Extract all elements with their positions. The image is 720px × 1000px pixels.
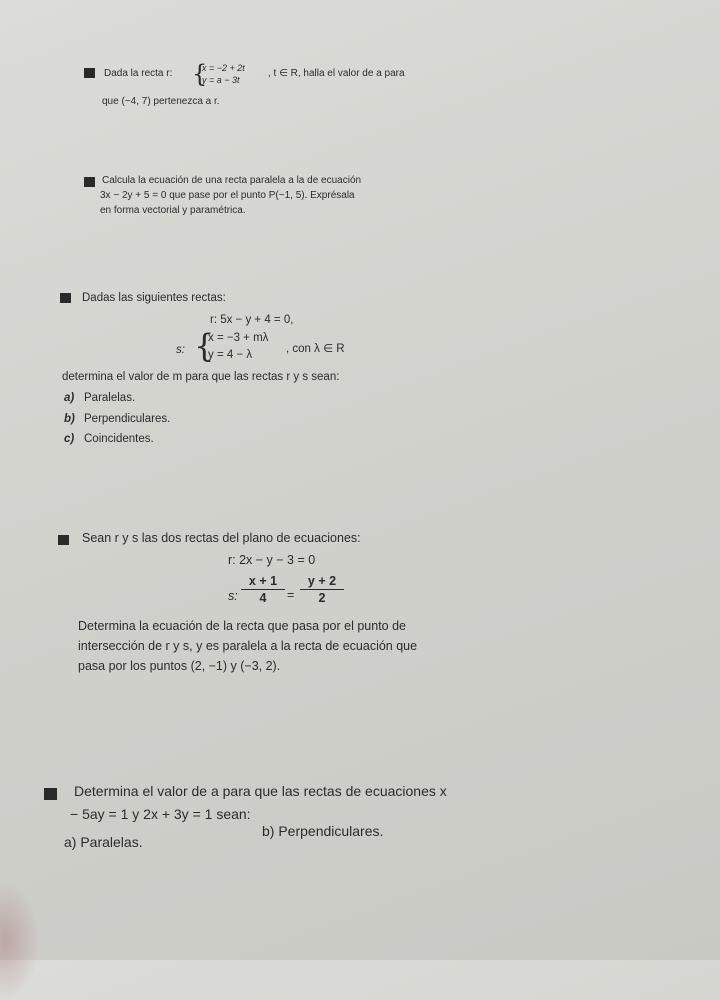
ex3-intro: Dadas las siguientes rectas: — [82, 292, 226, 304]
ex4-eq-r: r: 2x − y − 3 = 0 — [228, 553, 316, 567]
ex5-option-b: b) Perpendiculares. — [262, 823, 384, 839]
ex5-option-a: a) Paralelas. — [64, 834, 143, 850]
fraction-bar — [241, 589, 285, 590]
ex5-line1: Determina el valor de a para que las rectas de ecuaciones x — [74, 783, 447, 799]
ex4-fraction-1 — [241, 575, 285, 604]
ex3-option-a: Paralelas. — [84, 392, 136, 404]
ex3-s-label: s: — [176, 344, 185, 356]
bullet-square-icon — [84, 177, 95, 187]
ex1-line1: Dada la recta r: — [104, 68, 173, 79]
ex2-line2: 3x − 2y + 5 = 0 que pase por el punto P(−1, 5). Exprésala — [100, 190, 355, 201]
bullet-square-icon — [84, 68, 95, 78]
ex3-option-c-letter: c) — [64, 433, 75, 445]
ex3-sys-y: y = 4 − λ — [208, 349, 253, 361]
brace-icon: { — [192, 60, 208, 88]
ex1-cond: , t ∈ R, halla el valor de a para — [268, 68, 405, 79]
ex3-option-a-letter: a) — [64, 392, 75, 404]
ex4-intro: Sean r y s las dos rectas del plano de ecuaciones: — [82, 531, 361, 545]
brace-icon: { — [194, 327, 215, 365]
ex3-cond: , con λ ∈ R — [286, 343, 345, 355]
bullet-square-icon — [58, 535, 69, 545]
ex4-frac2-num: y + 2 — [307, 574, 337, 588]
ex4-equals: = — [287, 588, 295, 602]
ex4-line2: intersección de r y s, y es paralela a la recta de ecuación que — [78, 639, 418, 653]
ex4-fraction-2 — [300, 575, 344, 604]
ex4-line3: pasa por los puntos (2, −1) y (−3, 2). — [78, 659, 281, 673]
ex2-line1: Calcula la ecuación de una recta paralela a la de ecuación — [102, 175, 362, 186]
ex3-sys-x: x = −3 + mλ — [208, 332, 269, 344]
ex3-eq-r: r: 5x − y + 4 = 0, — [210, 314, 294, 326]
bullet-square-icon — [60, 293, 71, 303]
ex2-line3: en forma vectorial y paramétrica. — [100, 205, 246, 216]
ex4-frac2-den: 2 — [318, 590, 326, 605]
fraction-bar — [300, 589, 344, 590]
ex3-question: determina el valor de m para que las rectas r y s sean: — [62, 371, 340, 383]
ex1-sys-y: y = a − 3t — [202, 75, 240, 85]
ex4-frac1-den: 4 — [259, 590, 267, 605]
ex1-sys-x: x = −2 + 2t — [202, 63, 245, 73]
ex4-s-label: s: — [228, 589, 238, 603]
ex4-line1: Determina la ecuación de la recta que pasa por el punto de — [78, 619, 406, 633]
corner-shadow — [0, 880, 40, 1000]
ex1-line2: que (−4, 7) pertenezca a r. — [102, 96, 220, 107]
bullet-square-icon — [44, 788, 57, 800]
ex3-option-b: Perpendiculares. — [84, 413, 171, 425]
ex5-line2: − 5ay = 1 y 2x + 3y = 1 sean: — [70, 806, 251, 822]
ex3-option-c: Coincidentes. — [84, 433, 154, 445]
ex3-option-b-letter: b) — [64, 413, 75, 425]
ex4-frac1-num: x + 1 — [248, 574, 278, 588]
